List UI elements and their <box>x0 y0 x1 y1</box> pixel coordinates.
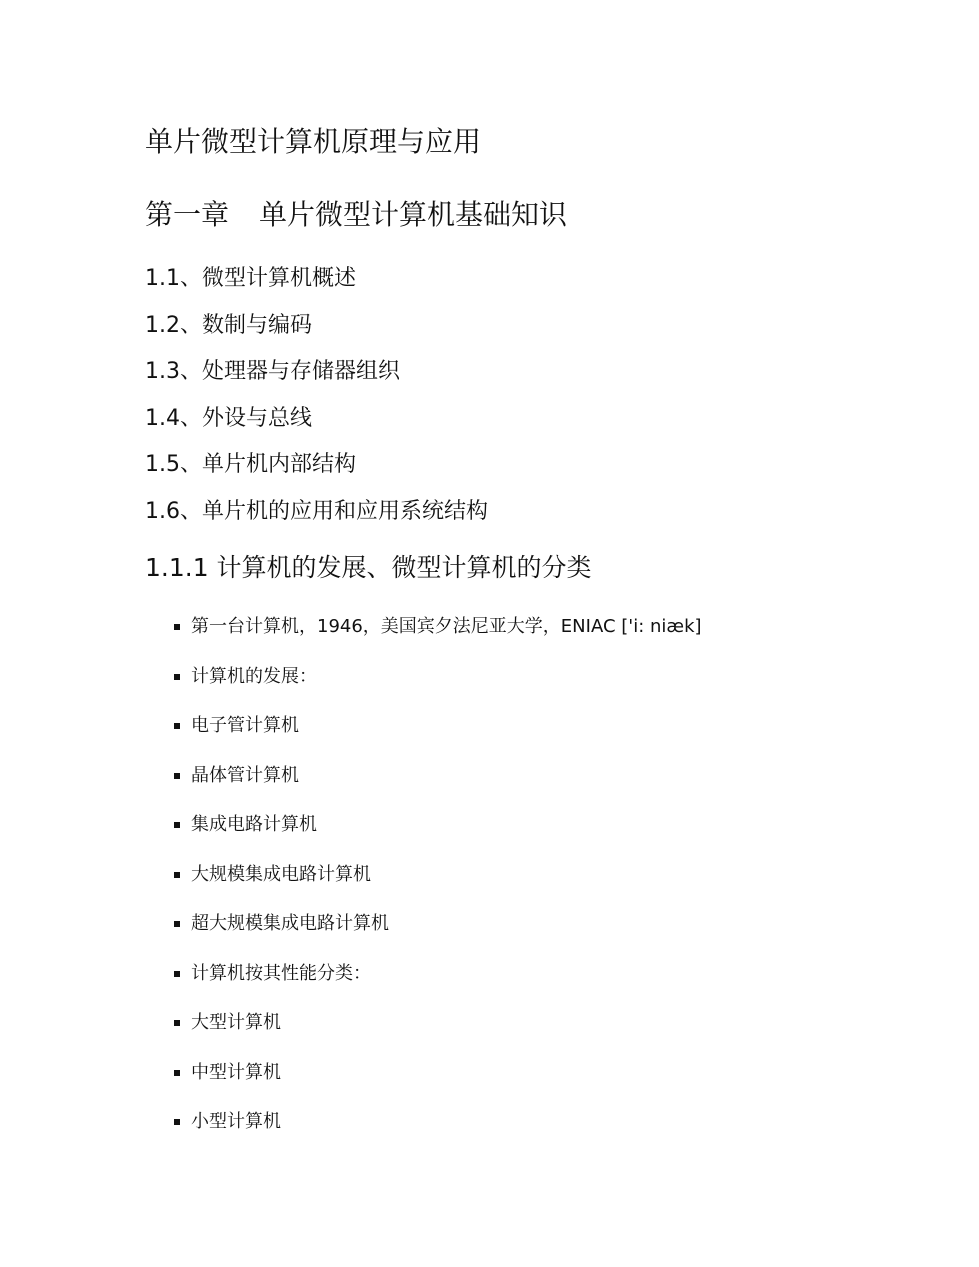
toc-item-text: 、外设与总线 <box>180 405 313 431</box>
square-bullet-icon <box>174 723 180 729</box>
bullet-item <box>174 662 702 712</box>
bullet-text: 小型计算机 <box>191 1111 281 1132</box>
toc-item <box>145 309 488 356</box>
bullet-item <box>174 761 702 811</box>
bullet-item <box>174 711 702 761</box>
bullet-item <box>174 860 702 910</box>
toc-item-text: 、单片机内部结构 <box>180 452 357 478</box>
toc-item-number: 1.3 <box>145 359 180 385</box>
chapter-heading <box>145 195 567 235</box>
square-bullet-icon <box>174 921 180 927</box>
bullet-text: 中型计算机 <box>191 1061 281 1083</box>
section-heading: 1.1.1 计算机的发展、微型计算机的分类 <box>145 553 592 582</box>
square-bullet-icon <box>174 1020 180 1026</box>
toc-item-number: 1.1 <box>145 266 180 291</box>
document-title: 单片微型计算机原理与应用 <box>145 125 482 158</box>
toc-item-text: 、处理器与存储器组织 <box>180 359 401 385</box>
bullet-item <box>174 959 702 1009</box>
bullet-text: 计算机按其性能分类： <box>191 962 371 984</box>
bullet-list <box>174 612 702 1157</box>
toc-item-text: 、单片机的应用和应用系统结构 <box>180 498 489 524</box>
bullet-item <box>174 909 702 959</box>
bullet-item <box>174 1008 702 1058</box>
square-bullet-icon <box>174 1119 180 1125</box>
square-bullet-icon <box>174 624 180 630</box>
toc-item-number: 1.2 <box>145 312 180 338</box>
square-bullet-icon <box>174 773 180 779</box>
bullet-text: 大规模集成电路计算机 <box>191 863 371 885</box>
bullet-item <box>174 1107 702 1157</box>
toc-item-number: 1.6 <box>145 498 180 524</box>
toc-item <box>145 355 488 402</box>
square-bullet-icon <box>174 872 180 878</box>
bullet-text: 大型计算机 <box>191 1012 281 1033</box>
toc-item-number: 1.5 <box>145 452 180 478</box>
bullet-text: 电子管计算机 <box>191 715 299 736</box>
chapter-title: 单片微型计算机基础知识 <box>259 198 568 231</box>
bullet-text: 集成电路计算机 <box>191 814 317 835</box>
toc-item-text: 、微型计算机概述 <box>180 266 357 291</box>
square-bullet-icon <box>174 822 180 828</box>
bullet-item <box>174 810 702 860</box>
bullet-text: 第一台计算机，1946，美国宾夕法尼亚大学，ENIAC ['i: niæk] <box>191 616 702 637</box>
bullet-text: 计算机的发展： <box>191 665 317 687</box>
toc-item <box>145 402 488 449</box>
toc-item-number: 1.4 <box>145 405 180 431</box>
toc-item-text: 、数制与编码 <box>180 312 313 338</box>
bullet-item <box>174 1058 702 1108</box>
bullet-text: 晶体管计算机 <box>191 764 299 786</box>
square-bullet-icon <box>174 1070 180 1076</box>
bullet-text: 超大规模集成电路计算机 <box>191 913 389 934</box>
toc-item <box>145 495 488 542</box>
toc-list <box>145 262 488 542</box>
toc-item <box>145 448 488 495</box>
toc-item <box>145 262 488 309</box>
square-bullet-icon <box>174 674 180 680</box>
chapter-label: 第一章 <box>145 198 230 231</box>
square-bullet-icon <box>174 971 180 977</box>
bullet-item <box>174 612 702 662</box>
